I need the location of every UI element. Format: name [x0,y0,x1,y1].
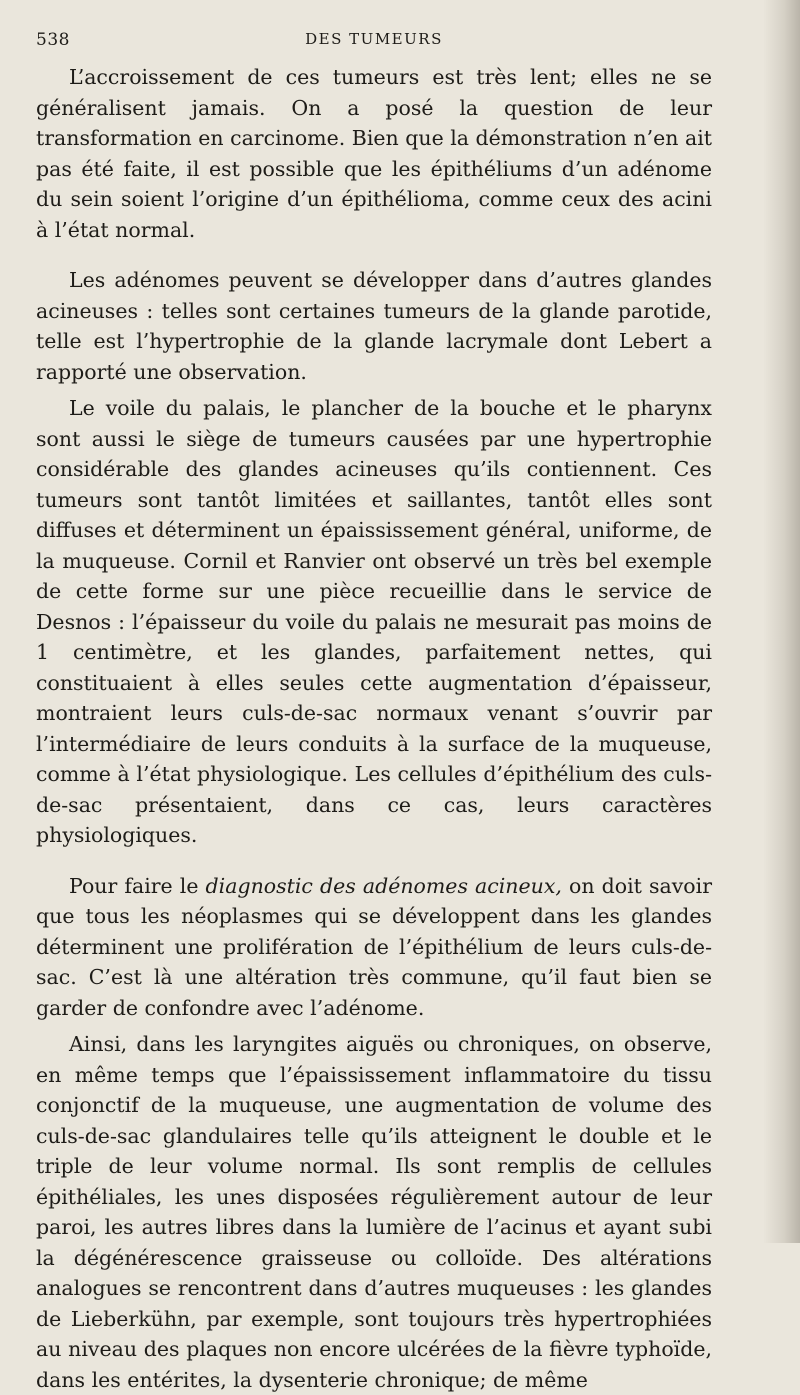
body-text [36,62,712,1395]
paragraph-4-lead: Pour faire le [69,873,206,898]
paragraph-1: L’accroissement de ces tumeurs est très lent; elles ne se généralisent jamais. On a posé la question de leur transformation en carcinome. Bien que la démonstration n’en ait pas été faite, il est possible que les épithéliums d’un adénome du sein soient l’origine d’un épithélioma, comme ceux des acini à l’état normal. [36,65,712,242]
paragraph-3: Le voile du palais, le plancher de la bouche et le pharynx sont aussi le siège de tumeurs causées par une hypertrophie considérable des glandes acineuses qu’ils contiennent. Ces tumeurs sont tantôt limitées et saillantes, tantôt elles sont diffuses et déterminent un épaississement général, uniforme, de la muqueuse. Cornil et Ranvier ont observé un très bel exemple de cette forme sur une pièce recueillie dans le service de Desnos : l’épaisseur du voile du palais ne mesurait pas moins de 1 centimètre, et les glandes, parfaitement nettes, qui constituaient à elles seules cette augmentation d’épaisseur, montraient leurs culs-de-sac normaux venant s’ouvrir par l’intermédiaire de leurs conduits à la surface de la muqueuse, comme à l’état physiologique. Les cellules d’épithélium des culs-de-sac présentaient, dans ce cas, leurs caractères physiologiques. [36,396,712,847]
page-header [36,30,712,54]
paragraph-5: Ainsi, dans les laryngites aiguës ou chroniques, on observe, en même temps que l’épaississement inflammatoire du tissu conjonctif de la muqueuse, une augmentation de volume des culs-de-sac glandulaires telle qu’ils atteignent le double et le triple de leur volume normal. Ils sont remplis de cellules épithéliales, les unes disposées régulièrement autour de leur paroi, les autres libres dans la lumière de l’acinus et ayant subi la dégénérescence graisseuse ou colloïde. Des altérations analogues se rencontrent dans d’autres muqueuses : les glandes de Lieberkühn, par exemple, sont toujours très hypertrophiées au niveau des plaques non encore ulcérées de la fièvre typhoïde, dans les entérites, la dysenterie chronique; de même [36,1032,712,1392]
paragraph-2: Les adénomes peuvent se développer dans d’autres glandes acineuses : telles sont certaines tumeurs de la glande parotide, telle est l’hypertrophie de la glande lacrymale dont Lebert a rapporté une observation. [36,268,712,384]
running-title: DES TUMEURS [305,30,443,48]
page-number: 538 [36,30,70,50]
page-edge-shadow [764,0,800,1243]
paragraph-4 [36,871,712,1024]
diagnostic-italic-phrase: diagnostic des adénomes acineux, [205,873,562,898]
paragraph-4-rest: on doit savoir que tous les néoplasmes qui se développent dans les glandes déterminent une prolifération de l’épithélium de leurs culs-de-sac. C’est là une altération très commune, qu’il faut bien se garder de confondre avec l’adénome. [36,873,712,1020]
